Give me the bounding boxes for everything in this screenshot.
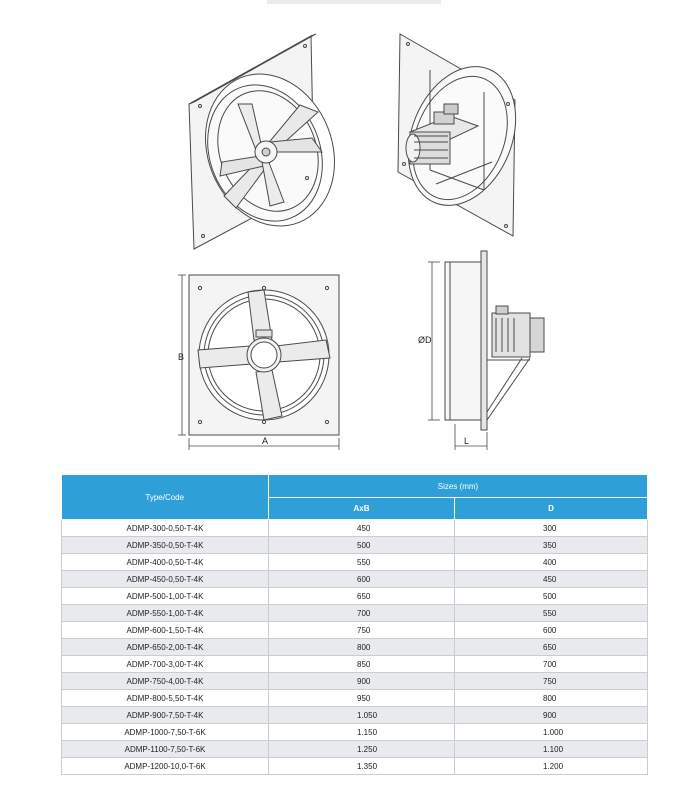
axb-value: 650 [269, 588, 455, 605]
axb-value: 1.150 [269, 724, 455, 741]
axb-header: AxB [269, 498, 455, 520]
type-code: ADMP-350-0,50-T-4K [62, 537, 269, 554]
front-iso-view [183, 34, 356, 249]
table-row [62, 656, 648, 673]
d-value: 800 [455, 690, 648, 707]
dimension-d-label: ØD [418, 335, 432, 345]
dimension-a-label: A [262, 436, 269, 446]
d-value: 700 [455, 656, 648, 673]
table-row [62, 758, 648, 775]
type-code: ADMP-800-5,50-T-4K [62, 690, 269, 707]
axb-value: 800 [269, 639, 455, 656]
d-value: 1.200 [455, 758, 648, 775]
axb-value: 700 [269, 605, 455, 622]
sizes-header: Sizes (mm) [269, 475, 648, 498]
type-code: ADMP-400-0,50-T-4K [62, 554, 269, 571]
type-code: ADMP-550-1,00-T-4K [62, 605, 269, 622]
table-row [62, 622, 648, 639]
front-ortho-view [178, 275, 339, 450]
table-row [62, 673, 648, 690]
table-row [62, 639, 648, 656]
type-code: ADMP-600-1,50-T-4K [62, 622, 269, 639]
table-row [62, 520, 648, 537]
axb-value: 1.050 [269, 707, 455, 724]
type-code: ADMP-700-3,00-T-4K [62, 656, 269, 673]
type-code: ADMP-1100-7,50-T-6K [62, 741, 269, 758]
d-value: 750 [455, 673, 648, 690]
d-value: 300 [455, 520, 648, 537]
d-value: 1.000 [455, 724, 648, 741]
d-value: 550 [455, 605, 648, 622]
type-code: ADMP-300-0,50-T-4K [62, 520, 269, 537]
d-value: 900 [455, 707, 648, 724]
axb-value: 550 [269, 554, 455, 571]
table-row [62, 724, 648, 741]
table-row [62, 690, 648, 707]
type-code: ADMP-900-7,50-T-4K [62, 707, 269, 724]
type-code: ADMP-650-2,00-T-4K [62, 639, 269, 656]
d-value: 500 [455, 588, 648, 605]
table-row [62, 554, 648, 571]
axb-value: 900 [269, 673, 455, 690]
table-row [62, 571, 648, 588]
type-code: ADMP-750-4,00-T-4K [62, 673, 269, 690]
type-code: ADMP-500-1,00-T-4K [62, 588, 269, 605]
type-code: ADMP-1200-10,0-T-6K [62, 758, 269, 775]
axb-value: 850 [269, 656, 455, 673]
table-row [62, 707, 648, 724]
d-header: D [455, 498, 648, 520]
axb-value: 600 [269, 571, 455, 588]
table-row [62, 588, 648, 605]
d-value: 600 [455, 622, 648, 639]
type-code-header: Type/Code [62, 475, 269, 520]
axb-value: 1.350 [269, 758, 455, 775]
axb-value: 450 [269, 520, 455, 537]
dimension-l-label: L [464, 436, 470, 446]
sizes-table [61, 474, 648, 775]
dimension-b-label: B [178, 352, 185, 362]
d-value: 1.100 [455, 741, 648, 758]
table-row [62, 605, 648, 622]
axb-value: 950 [269, 690, 455, 707]
rear-iso-view [389, 34, 536, 236]
type-code: ADMP-450-0,50-T-4K [62, 571, 269, 588]
type-code: ADMP-1000-7,50-T-6K [62, 724, 269, 741]
axb-value: 750 [269, 622, 455, 639]
table-row [62, 537, 648, 554]
d-value: 650 [455, 639, 648, 656]
d-value: 400 [455, 554, 648, 571]
side-view [428, 251, 544, 450]
d-value: 450 [455, 571, 648, 588]
table-row [62, 741, 648, 758]
axb-value: 1.250 [269, 741, 455, 758]
axb-value: 500 [269, 537, 455, 554]
d-value: 350 [455, 537, 648, 554]
